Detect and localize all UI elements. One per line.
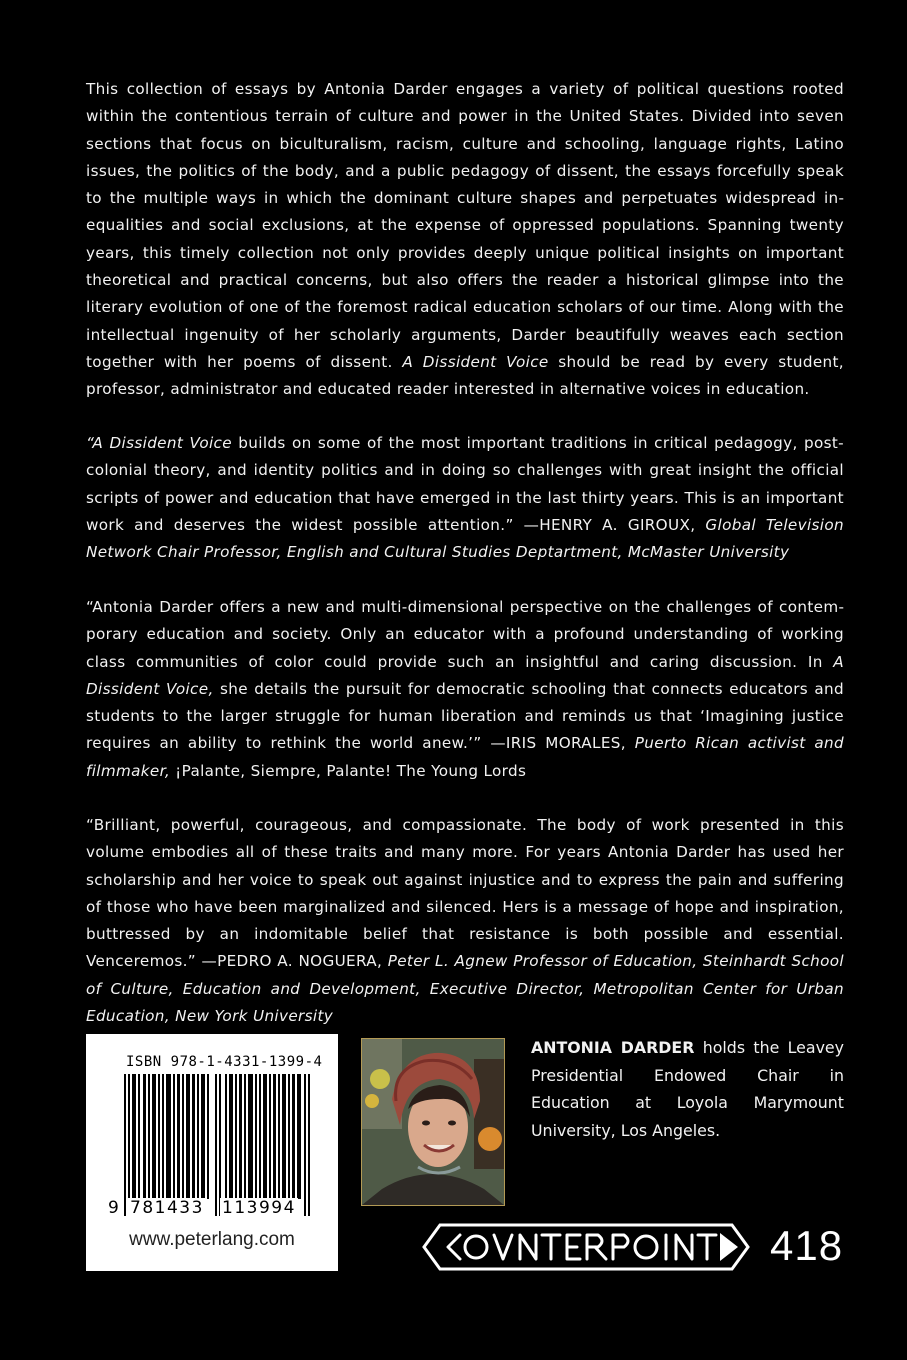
description-text-2: should be read by every student, professor, administrator and educated reader interested in alternative voices in education.: [86, 352, 844, 399]
isbn-label: ISBN 978-1-4331-1399-4: [126, 1054, 323, 1070]
quote1-affiliation: Global Television Network Chair Professor, English and Cultural Studies Deptartment, McMaster University: [86, 515, 844, 562]
author-name: ANTONIA DARDER: [531, 1038, 695, 1057]
quote2-affiliation: Puerto Rican activist and filmmaker,: [86, 734, 844, 780]
quote3-text: “Brilliant, powerful, courageous, and compassionate. The body of work presented in this volume embodies all of these traits and many more. For years Antonia Darder has used her scholarship and her voice to speak out against injustice and to express the pain and suffering of those who have been marginalized and silenced. Hers is a message of hope and inspiration, buttressed by an indomitable belief that resistance is both possible and essential. Venceremos.” —PEDRO A. NOGUERA,: [86, 816, 844, 971]
ean-first-digit: 9: [108, 1198, 119, 1218]
ean-left-group: 781433: [130, 1198, 204, 1218]
endorsement-morales: [86, 594, 844, 785]
author-photo: [361, 1038, 505, 1206]
author-bio: [531, 1034, 844, 1144]
quote3-affiliation: Peter L. Agnew Professor of Education, Steinhardt School of Culture, Education and Development, Executive Director, Metropolitan Center for Urban Education, New York University: [86, 952, 844, 1026]
author-bio-text: holds the Leavey Presidential Endowed Chair in Education at Loyola Marymount University, Los Angeles.: [531, 1038, 844, 1140]
quote2-affiliation-tail: ¡Palante, Siempre, Palante! The Young Lords: [170, 761, 527, 780]
publisher-website: www.peterlang.com: [129, 1229, 295, 1250]
endorsement-giroux: [86, 430, 844, 566]
quote1-book-title: A Dissident Voice: [92, 434, 232, 452]
description-text-1: This collection of essays by Antonia Darder engages a variety of political questions rooted within the contentious terrain of culture and power in the United States. Divided into seven sections that focus on biculturalism, racism, culture and schooling, language rights, Latino issues, the politics of the body, and a public pedagogy of dissent, the essays forcefully speak to the multiple ways in which the dominant culture shapes and perpetuates widespread inequalities and social exclusions, at the expense of oppressed populations. Spanning twenty years, this timely collection not only provides deeply unique political insights on important theoretical and practical concerns, but also offers the reader a historical glimpse into the literary evolution of one of the foremost radical education scholars of our time. Along with the intellectual ingenuity of her scholarly arguments, Darder beautifully weaves each section together with her poems of dissent.: [86, 80, 844, 371]
series-number: 418: [770, 1222, 844, 1269]
quote1-text: builds on some of the most important traditions in critical pedagogy, post-colonial theory, and identity politics and in doing so challenges with great insight the official scripts of power and education that have emerged in the last thirty years. This is an important work and deserves the widest possible attention.” —HENRY A. GIROUX,: [86, 434, 845, 534]
quote2-text-2: she details the pursuit for democratic schooling that connects educators and students to the larger struggle for human liberation and reminds us that ‘Imagining justice requires an ability to rethink the world anew.’” —IRIS MORALES,: [86, 679, 845, 753]
barcode-panel: [86, 1034, 338, 1271]
quote1-open: “: [86, 434, 93, 452]
book-description: [86, 76, 844, 404]
description-book-title: A Dissident Voice: [402, 352, 549, 371]
quote2-text-1: “Antonia Darder offers a new and multi-dimensional perspective on the challenges of contemporary education and society. Only an educator with a profound understanding of working class communities of color could provide such an insightful and caring discussion. In: [86, 598, 844, 671]
quote2-book-title: A Dissident Voice,: [86, 652, 844, 698]
barcode-image: [124, 1074, 314, 1216]
endorsement-noguera: [86, 812, 844, 1030]
ean-right-group: 113994: [222, 1198, 296, 1218]
counterpoints-series-logo: [420, 1221, 750, 1273]
author-portrait-image: [362, 1039, 504, 1205]
